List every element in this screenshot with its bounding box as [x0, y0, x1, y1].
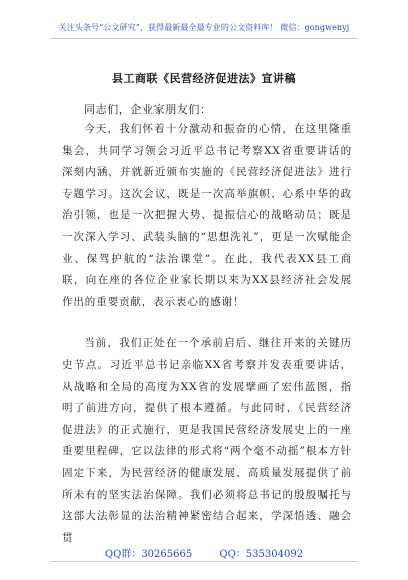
qq-group-number[interactable]: QQ群：30265665	[104, 549, 193, 560]
paragraph	[62, 119, 352, 313]
document-body	[62, 119, 352, 549]
contact-footer	[0, 545, 408, 560]
paragraph	[62, 333, 352, 549]
salutation: 同志们，企业家朋友们：	[84, 103, 212, 116]
paragraph-text: 当前，我们正处在一个承前启后、继往开来的关键历史节点。习近平总书记亲临XX省考察并发表重要讲话，从战略和全局的高度为XX省的发展擘画了宏伟蓝图，指明了前进方向，提供了根本遵循。与此同时，《民营经济促进法》的正式施行，更是我国民营经济发展史上的一座重要里程碑，它以法律的形式将“两个毫不动摇”根本方针固定下来，为民营经济的健康发展、高质量发展提供了前所未有的坚实法治保障。我们必须将总书记的殷殷嘱托与这部大法彰显的法治精神紧密结合起来，学深悟透、融会贯	[62, 337, 352, 544]
document-title: 县工商联《民营经济促进法》宣讲稿	[112, 72, 296, 85]
footer-divider	[50, 561, 358, 562]
promo-banner[interactable]: 关注头条号“公文研究”，获得最新最全最专业的公文资料库！ 微信：gongwenyj	[58, 23, 350, 32]
paragraph-text: 今天，我们怀着十分激动和振奋的心情，在这里隆重集会，共同学习领会习近平总书记考察XX省重要讲话的深刻内涵，并就新近颁布实施的《民营经济促进法》进行专题学习。这次会议，既是一次高举旗帜、心系中华的政治引领，也是一次把握大势、提振信心的战略动员；既是一次深入学习、武装头脑的“思想洗礼”，更是一次赋能企业、保驾护航的“法治课堂”。在此，我代表XX县工商联，向在座的各位企业家长期以来为XX县经济社会发展作出的重要贡献，表示衷心的感谢！	[62, 123, 352, 308]
header-divider	[50, 38, 358, 39]
qq-number[interactable]: QQ：535304092	[219, 549, 304, 560]
paragraph-gap	[62, 313, 352, 333]
